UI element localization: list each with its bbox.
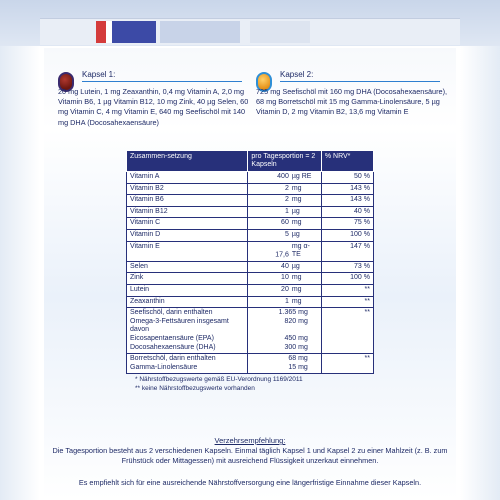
group-amounts bbox=[248, 308, 321, 354]
nutrient-name: Vitamin D bbox=[127, 229, 248, 241]
group-names bbox=[127, 354, 248, 374]
group-amounts bbox=[248, 354, 321, 374]
nutrient-name: Zink bbox=[127, 273, 248, 285]
group-line: Borretschöl, darin enthalten bbox=[130, 355, 216, 363]
table-row bbox=[127, 273, 374, 285]
nutrient-amount bbox=[248, 183, 321, 195]
nutrient-amount bbox=[248, 261, 321, 273]
amount-unit: mg bbox=[291, 196, 302, 204]
group-line: Docosahexaensäure (DHA) bbox=[130, 343, 216, 351]
amount-unit: mg bbox=[291, 219, 302, 227]
amount-value: 40 bbox=[281, 262, 289, 270]
amount-unit: mg bbox=[291, 274, 302, 282]
group-line: Seefischöl, darin enthalten bbox=[130, 309, 213, 317]
group-names bbox=[127, 308, 248, 354]
nutrient-name: Vitamin B12 bbox=[127, 206, 248, 218]
table-row-group bbox=[127, 308, 374, 354]
nutrient-amount bbox=[248, 195, 321, 207]
table-row bbox=[127, 229, 374, 241]
amount-value: 1 bbox=[284, 207, 289, 215]
table-row bbox=[127, 195, 374, 207]
group-value: 450 mg bbox=[284, 334, 308, 342]
header-nrv: % NRV* bbox=[321, 151, 373, 172]
nutrient-name: Vitamin A bbox=[127, 172, 248, 184]
table-row bbox=[127, 183, 374, 195]
amount-unit: µg RE bbox=[291, 173, 312, 180]
group-line: Gamma-Linolensäure bbox=[130, 363, 198, 371]
amount-unit: mg α-TE bbox=[291, 242, 310, 259]
group-line: davon bbox=[130, 326, 150, 334]
usage-note: Es empfiehlt sich für eine ausreichende Nährstoffversorgung eine längerfristige Einnahme dieser Kapseln. bbox=[78, 478, 422, 487]
nutrient-amount bbox=[248, 218, 321, 230]
table-row bbox=[127, 241, 374, 261]
amount-value: 1 bbox=[284, 297, 289, 305]
nutrient-nrv: ** bbox=[321, 296, 373, 308]
capsule-1-divider bbox=[82, 81, 242, 82]
table-header-row bbox=[127, 151, 374, 172]
nutrient-nrv: 100 % bbox=[321, 273, 373, 285]
nutrient-nrv: 75 % bbox=[321, 218, 373, 230]
table-row bbox=[127, 261, 374, 273]
nutrient-name: Vitamin E bbox=[127, 241, 248, 261]
nutrient-name: Vitamin B6 bbox=[127, 195, 248, 207]
nutrient-nrv: 50 % bbox=[321, 172, 373, 184]
group-nrv: ** bbox=[321, 308, 373, 354]
table-row bbox=[127, 206, 374, 218]
capsule-1-title: Kapsel 1: bbox=[82, 70, 116, 79]
capsule-2-ingredients: 725 mg Seefischöl mit 160 mg DHA (Docosahexaensäure), 68 mg Borretschöl mit 15 mg Gamma-Linolensäure, 5 µg Vitamin D, 2 mg Vitamin B2, 13,6 mg Vitamin E bbox=[256, 87, 448, 117]
nutrient-nrv: 40 % bbox=[321, 206, 373, 218]
nutrient-name: Vitamin B2 bbox=[127, 183, 248, 195]
group-line: Eicosapentaensäure (EPA) bbox=[130, 334, 214, 342]
group-value: 820 mg bbox=[284, 317, 308, 325]
nutrient-name: Lutein bbox=[127, 284, 248, 296]
amount-unit: µg bbox=[291, 262, 300, 270]
table-row bbox=[127, 284, 374, 296]
amount-value: 400 bbox=[277, 173, 289, 180]
amount-value: 17,6 bbox=[275, 251, 289, 259]
amount-value: 60 bbox=[281, 219, 289, 227]
nutrient-amount bbox=[248, 273, 321, 285]
footnote-nrv: * Nährstoffbezugswerte gemäß EU-Verordnung 1169/2011 bbox=[135, 376, 303, 383]
capsule-2-title: Kapsel 2: bbox=[280, 70, 314, 79]
group-value: 300 mg bbox=[284, 343, 308, 351]
group-value: 1.365 mg bbox=[278, 309, 308, 317]
nutrient-amount bbox=[248, 284, 321, 296]
amount-value: 10 bbox=[281, 274, 289, 282]
capsule-1-ingredients: 20 mg Lutein, 1 mg Zeaxanthin, 0,4 mg Vitamin A, 2,0 mg Vitamin B6, 1 µg Vitamin B12, 10 mg Zink, 40 µg Selen, 60 mg Vitamin C, 4 mg Vitamin E, 640 mg Seefischöl mit 140 mg DHA (Docosahexaensäure) bbox=[58, 87, 249, 127]
group-line: Omega-3-Fettsäuren insgesamt bbox=[130, 317, 229, 325]
left-shadow bbox=[0, 46, 40, 500]
nutrient-amount bbox=[248, 229, 321, 241]
usage-title: Verzehrsempfehlung: bbox=[214, 436, 286, 445]
amount-value: 20 bbox=[281, 285, 289, 293]
amount-value: 2 bbox=[284, 184, 289, 192]
amount-value: 2 bbox=[284, 196, 289, 204]
amount-unit: µg bbox=[291, 207, 300, 215]
nutrient-nrv: ** bbox=[321, 284, 373, 296]
nutrition-table bbox=[126, 150, 374, 374]
amount-unit: mg bbox=[291, 297, 302, 305]
nutrient-nrv: 143 % bbox=[321, 195, 373, 207]
usage-text: Die Tagesportion besteht aus 2 verschiedenen Kapseln. Einmal täglich Kapsel 1 und Kapsel 2 zu einer Mahlzeit (z. B. zum Frühstück oder Mittagessen) mit ausreichend Flüssigkeit unzerkaut einnehmen. bbox=[52, 446, 448, 466]
table-row bbox=[127, 218, 374, 230]
nutrient-nrv: 100 % bbox=[321, 229, 373, 241]
nutrient-amount bbox=[248, 206, 321, 218]
table-row bbox=[127, 172, 374, 184]
nutrient-name: Selen bbox=[127, 261, 248, 273]
amount-value: 5 bbox=[284, 230, 289, 238]
footnote-no-nrv: ** keine Nährstoffbezugswerte vorhanden bbox=[135, 385, 255, 392]
nutrient-amount bbox=[248, 241, 321, 261]
nutrient-nrv: 73 % bbox=[321, 261, 373, 273]
header-composition: Zusammen-setzung bbox=[127, 151, 248, 172]
table-row-group bbox=[127, 354, 374, 374]
amount-unit: mg bbox=[291, 184, 302, 192]
amount-unit: µg bbox=[291, 230, 300, 238]
nutrient-name: Vitamin C bbox=[127, 218, 248, 230]
nutrient-nrv: 143 % bbox=[321, 183, 373, 195]
nutrient-amount bbox=[248, 296, 321, 308]
group-nrv: ** bbox=[321, 354, 373, 374]
nutrient-amount bbox=[248, 172, 321, 184]
capsule-2-divider bbox=[280, 81, 440, 82]
group-value bbox=[251, 326, 317, 335]
nutrient-name: Zeaxanthin bbox=[127, 296, 248, 308]
table-row bbox=[127, 296, 374, 308]
package-top-edge bbox=[40, 18, 460, 45]
amount-unit: mg bbox=[291, 285, 302, 293]
group-value: 15 mg bbox=[288, 363, 308, 371]
right-shadow bbox=[460, 46, 500, 500]
group-value: 68 mg bbox=[288, 355, 308, 363]
nutrient-nrv: 147 % bbox=[321, 241, 373, 261]
header-per-portion: pro Tagesportion = 2 Kapseln bbox=[248, 151, 321, 172]
